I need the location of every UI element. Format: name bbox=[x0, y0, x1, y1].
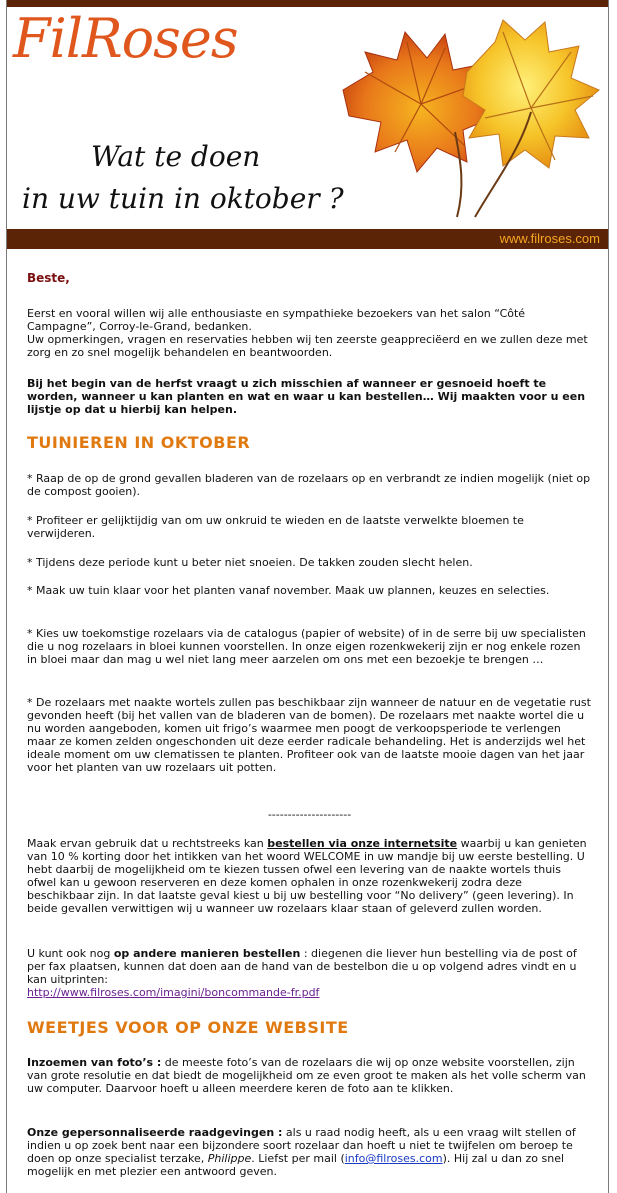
section-title-tuinieren: TUINIEREN IN OKTOBER bbox=[27, 433, 251, 452]
advice-text: als u raad nodig heeft, als u een vraag wilt stellen of indien u op zoek bent naar een bijzondere soort rozelaar dan hoeft u niet te twijfelen om beroep te doen op onze specialist terzake, bbox=[27, 1126, 576, 1165]
autumn-leaves-image bbox=[335, 12, 605, 222]
section-title-weetjes: WEETJES VOOR OP ONZE WEBSITE bbox=[27, 1018, 349, 1037]
intro-feedback: Uw opmerkingen, vragen en reservaties hebben wij ten zeerste geappreciëerd en we zullen deze met zorg en zo snel mogelijk behandelen en beantwoorden. bbox=[27, 333, 588, 359]
tip-item: * Raap de op de grond gevallen bladeren van de rozelaars op en verbrandt ze indien mogelijk (niet op de compost gooien). bbox=[27, 472, 591, 498]
order-form-pdf-link[interactable]: http://www.filroses.com/imagini/boncommande-fr.pdf bbox=[27, 986, 320, 999]
top-bar bbox=[7, 0, 608, 7]
header-banner bbox=[7, 7, 608, 229]
intro-question: Bij het begin van de herfst vraagt u zich misschien af wanneer er gesnoeid hoeft te worden, wanneer u kan planten en wat en waar u kan bestellen… Wij maakten voor u een lijstje op dat u hierbij kan helpen. bbox=[27, 377, 586, 416]
divider: --------------------- bbox=[267, 808, 352, 821]
specialist-name: Philippe bbox=[207, 1152, 252, 1165]
other-order-text: : diegenen die liever hun bestelling via de post of per fax plaatsen, kunnen dat doen aan de hand van de bestelbon die u op volgend adres vindt en u kan uitprinten: bbox=[27, 947, 577, 986]
tip-item: * Profiteer er gelijktijdig van om uw onkruid te wieden en de laatste verwelkte bloemen te verwijderen. bbox=[27, 514, 524, 540]
other-order-text: U kunt ook nog bbox=[27, 947, 114, 960]
order-website-link[interactable]: bestellen via onze internetsite bbox=[267, 837, 458, 850]
order-text: Maak ervan gebruik dat u rechtstreeks kan bbox=[27, 837, 268, 850]
tip-item: * Tijdens deze periode kunt u beter niet snoeien. De takken zouden slecht helen. bbox=[27, 556, 473, 569]
website-url[interactable]: www.filroses.com bbox=[499, 231, 600, 246]
filroses-logo[interactable]: FilRoses bbox=[13, 7, 238, 70]
email-link[interactable]: info@filroses.com bbox=[344, 1152, 443, 1165]
tagline-line-1: Wat te doen bbox=[91, 140, 261, 173]
zoom-photos-paragraph bbox=[27, 1056, 592, 1095]
order-paragraph bbox=[27, 837, 592, 915]
tagline-line-2: in uw tuin in oktober ? bbox=[22, 182, 344, 215]
tip-item: * Kies uw toekomstige rozelaars via de catalogus (papier of website) of in de serre bij uw specialisten die u nog rozelaars in bloei kunnen voorstellen. In onze eigen rozenkwekerij zijn er nog enkele rozen in bloei maar dan mag u wel niet lang meer aarzelen om ons met een bezoekje te brengen … bbox=[27, 627, 586, 666]
greeting: Beste, bbox=[27, 271, 70, 285]
advice-text: ). Hij zal u dan zo snel mogelijk en met plezier een antwoord geven. bbox=[27, 1152, 565, 1178]
order-text: waarbij u kan genieten van 10 % korting door het intikken van het woord WELCOME in uw mandje bij uw eerste bestelling. U hebt daarbij de mogelijkheid om te kiezen tussen ofwel een levering van de naakte wortels thuis ofwel kan u gewoon reserveren en deze komen ophalen in onze rozenkwekerij zodra deze beschikbaar zijn. In dat laatste geval kiest u bij uw bestelling voor “No delivery” (geen levering). In beide gevallen verwittigen wij u wanneer uw rozelaars klaar staan of geleverd zullen worden. bbox=[27, 837, 587, 915]
website-bar bbox=[7, 229, 608, 249]
advice-title: Onze gepersonnaliseerde raadgevingen : bbox=[27, 1126, 283, 1139]
tip-item: * De rozelaars met naakte wortels zullen pas beschikbaar zijn wanneer de natuur en de vegetatie rust gevonden heeft (bij het vallen van de bladeren van de bomen). De rozelaars met naakte wortel die u nu worden aangeboden, komen uit frigo’s waarmee men poogt de verkoopsperiode te verlengen maar ze komen zelden ongeschonden uit deze eerder radicale behandeling. Het is anderzijds wel het ideale moment om uw clematissen te planten. Profiteer ook van de laatste mooie dagen van het jaar voor het planten van uw rozelaars uit potten. bbox=[27, 696, 591, 774]
advice-text: . Liefst per mail ( bbox=[251, 1152, 345, 1165]
other-order-bold: op andere manieren bestellen bbox=[113, 947, 301, 960]
other-order-paragraph bbox=[27, 947, 592, 999]
tip-item: * Maak uw tuin klaar voor het planten vanaf november. Maak uw plannen, keuzes en selecties. bbox=[27, 584, 550, 597]
newsletter-frame bbox=[6, 0, 609, 1193]
zoom-photos-title: Inzoemen van foto’s : bbox=[27, 1056, 162, 1069]
intro-thanks: Eerst en vooral willen wij alle enthousiaste en sympathieke bezoekers van het salon “Côté Campagne”, Corroy-le-Grand, bedanken. bbox=[27, 307, 526, 333]
advice-paragraph bbox=[27, 1126, 592, 1178]
zoom-photos-text: de meeste foto’s van de rozelaars die wij op onze website voorstellen, zijn van grote resolutie en dat biedt de mogelijkheid om ze even groot te maken als het volle scherm van uw computer. Daarvoor hoeft u alleen meerdere keren de foto aan te klikken. bbox=[27, 1056, 586, 1095]
intro-paragraph bbox=[27, 307, 592, 359]
